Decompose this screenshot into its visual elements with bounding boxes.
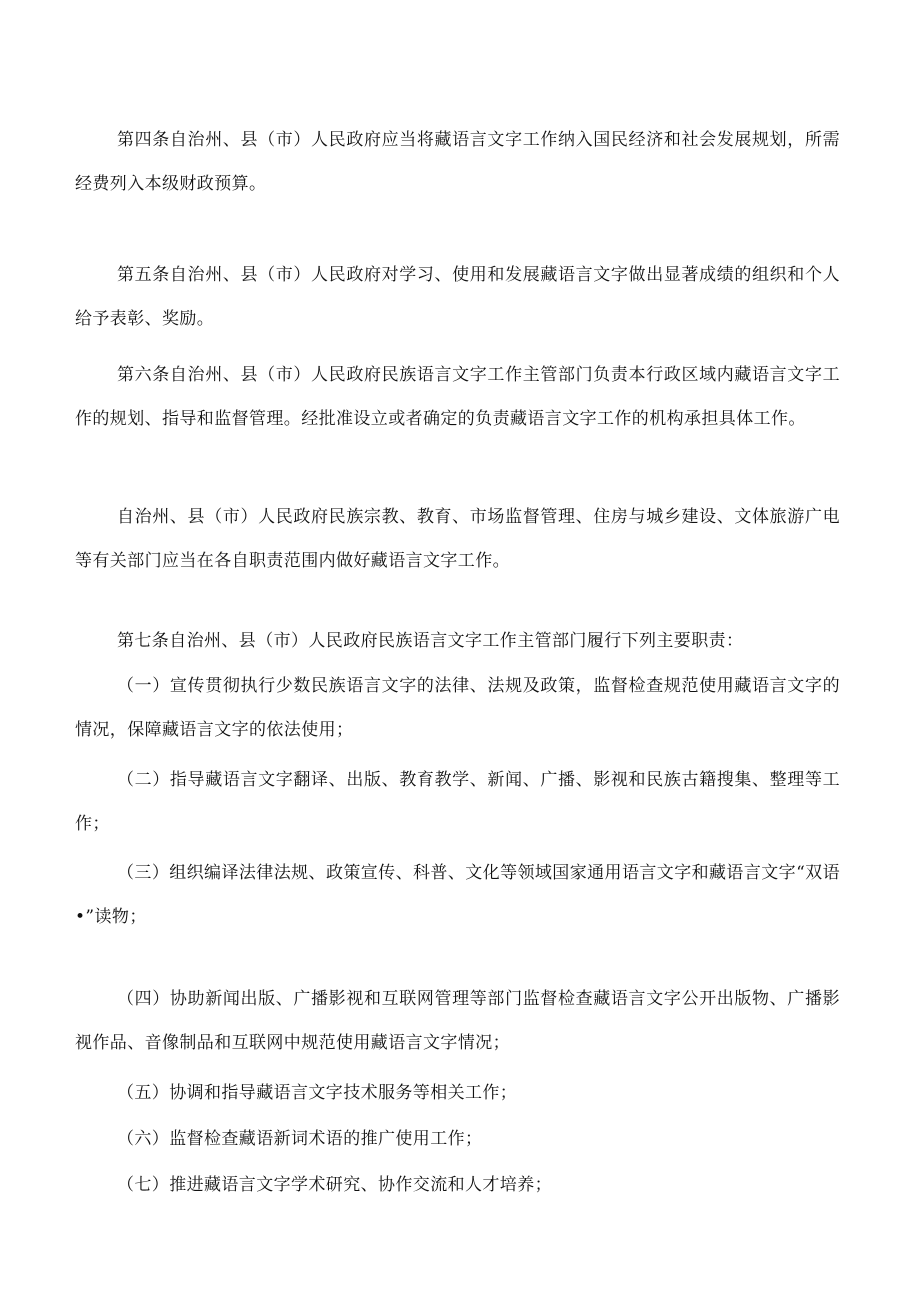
- duty-item-6: （六）监督检查藏语新词术语的推广使用工作；: [117, 1129, 483, 1149]
- duty-item-2: （二）指导藏语言文字翻译、出版、教育教学、新闻、广播、影视和民族古籍搜集、整理等工作；: [75, 770, 840, 834]
- duty-item-4: （四）协助新闻出版、广播影视和互联网管理等部门监督检查藏语言文字公开出版物、广播影视作品、音像制品和互联网中规范使用藏语言文字情况；: [75, 989, 840, 1053]
- duty-item-7: （七）推进藏语言文字学术研究、协作交流和人才培养；: [117, 1175, 552, 1195]
- duty-item-5: （五）协调和指导藏语言文字技术服务等相关工作；: [117, 1083, 518, 1103]
- duty-item-3: （三）组织编译法律法规、政策宣传、科普、文化等领域国家通用语言文字和藏语言文字“双语•”读物；: [75, 863, 840, 927]
- article-7-paragraph: 第七条自治州、县（市）人民政府民族语言文字工作主管部门履行下列主要职责：: [117, 631, 744, 651]
- duty-item-1: （一）宣传贯彻执行少数民族语言文字的法律、法规及政策，监督检查规范使用藏语言文字的情况，保障藏语言文字的依法使用；: [75, 676, 840, 740]
- article-6-second-paragraph: 自治州、县（市）人民政府民族宗教、教育、市场监督管理、住房与城乡建设、文体旅游广电等有关部门应当在各自职责范围内做好藏语言文字工作。: [75, 507, 840, 571]
- article-6-paragraph: 第六条自治州、县（市）人民政府民族语言文字工作主管部门负责本行政区域内藏语言文字工作的规划、指导和监督管理。经批准设立或者确定的负责藏语言文字工作的机构承担具体工作。: [75, 365, 840, 429]
- article-4-paragraph: 第四条自治州、县（市）人民政府应当将藏语言文字工作纳入国民经济和社会发展规划，所需经费列入本级财政预算。: [75, 130, 840, 194]
- article-5-paragraph: 第五条自治州、县（市）人民政府对学习、使用和发展藏语言文字做出显著成绩的组织和个人给予表彰、奖励。: [75, 265, 840, 329]
